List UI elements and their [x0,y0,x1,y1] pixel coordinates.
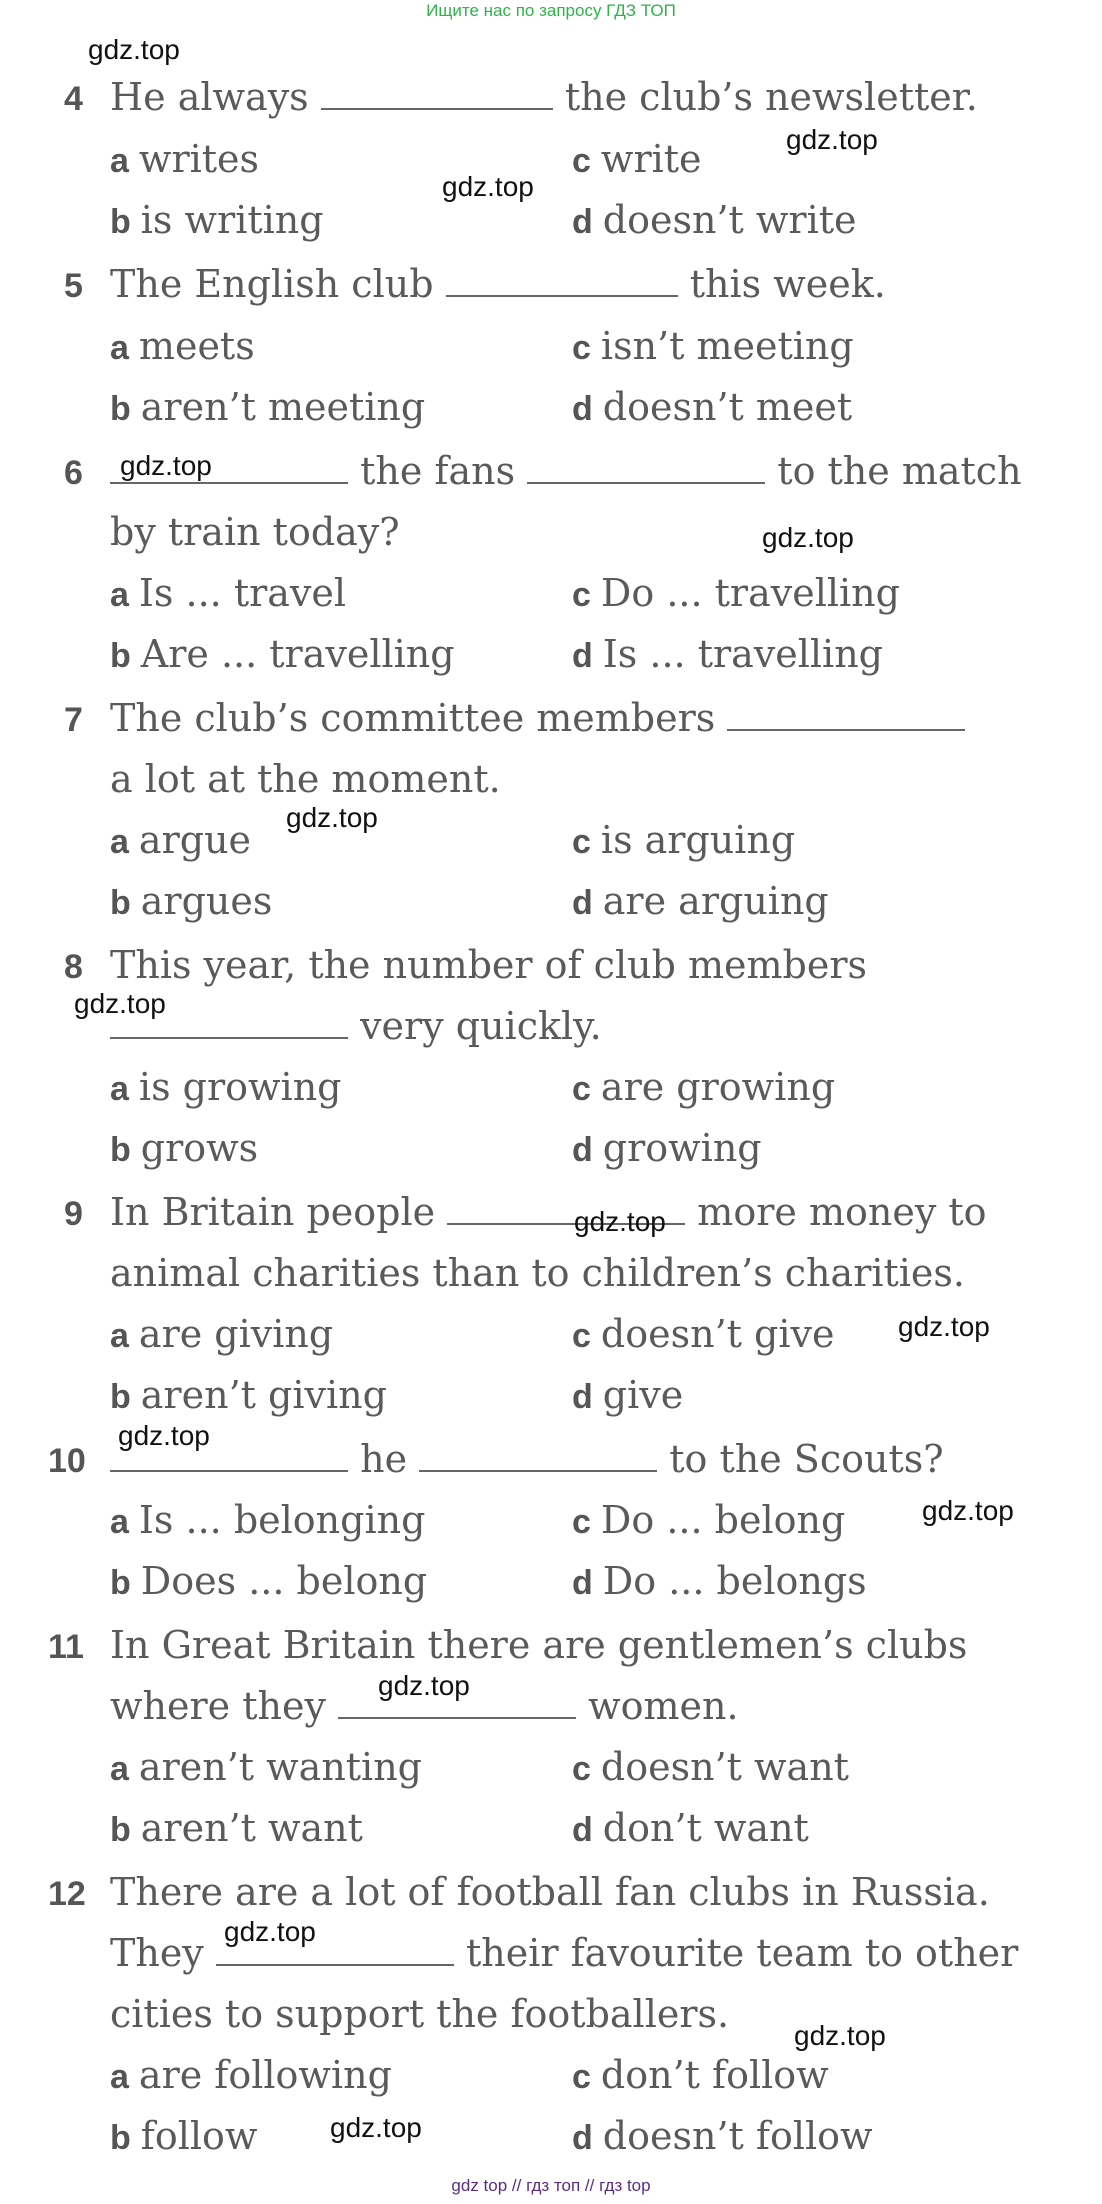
option-label: give [602,1373,684,1417]
search-banner[interactable]: Ищите нас по запросу ГДЗ ТОП [426,1,676,20]
option-label: writes [138,137,260,181]
question-text-part: their favourite team to other [465,1931,1019,1975]
option-label: is growing [138,1065,342,1109]
option-label: Do ... travelling [600,571,900,615]
option-label: doesn’t meet [602,385,853,429]
watermark: gdz.top [74,988,166,1019]
question-text-part: The English club [110,262,434,306]
question-text-part: They [110,1931,204,1975]
option-c[interactable]: c is arguing [572,818,796,862]
watermark: gdz.top [120,450,212,481]
option-label: write [600,137,702,181]
watermark: gdz.top [224,1916,316,1947]
option-c[interactable]: c doesn’t want [572,1745,849,1789]
option-b[interactable]: b is writing [110,198,324,242]
option-label: isn’t meeting [600,324,854,368]
question-text: In Great Britain there are gentlemen’s clubs [110,1623,968,1667]
option-c[interactable]: c Do ... belong [572,1498,846,1542]
option-label: Is ... belonging [138,1498,426,1542]
question-text-part: the club’s newsletter. [564,75,978,119]
watermark: gdz.top [88,34,180,65]
answer-blank [216,1964,454,1966]
option-d[interactable]: d doesn’t write [572,198,857,242]
question-text-part: women. [588,1684,739,1728]
question-text [110,262,886,306]
question-text: This year, the number of club members [110,943,868,987]
question-text [110,75,978,119]
question-text-line2: animal charities than to children’s charities. [110,1251,965,1295]
question-text-line2: a lot at the moment. [110,757,501,801]
question-text [110,1437,944,1481]
option-d[interactable]: d doesn’t meet [572,385,853,429]
question-text-part: The club’s committee members [110,696,716,740]
question-number: 7 [64,701,83,739]
option-b[interactable]: b aren’t meeting [110,385,426,429]
option-a[interactable]: a are following [110,2053,392,2097]
option-label: Is ... travel [138,571,347,615]
watermark: gdz.top [286,802,378,833]
option-b[interactable]: b Does ... belong [110,1559,428,1603]
question-number: 4 [64,80,83,118]
watermark: gdz.top [574,1206,666,1237]
option-d[interactable]: d give [572,1373,684,1417]
option-b[interactable]: b argues [110,879,273,923]
option-c[interactable]: c doesn’t give [572,1312,835,1356]
question-text [110,449,1022,493]
watermark: gdz.top [786,124,878,155]
option-a[interactable]: a is growing [110,1065,342,1109]
question-text-part: to the match [777,449,1022,493]
watermark: gdz.top [794,2020,886,2051]
watermark: gdz.top [378,1670,470,1701]
option-d[interactable]: d Is ... travelling [572,632,883,676]
question-text-line3: cities to support the footballers. [110,1992,730,2036]
option-label: doesn’t want [600,1745,849,1789]
question-text-part: He always [110,75,309,119]
option-label: Is ... travelling [602,632,883,676]
question-text-part: where they [110,1684,326,1728]
question-text [110,696,965,740]
question-number: 8 [64,948,83,986]
answer-blank [338,1717,576,1719]
option-label: doesn’t follow [602,2114,873,2158]
watermark: gdz.top [442,171,534,202]
option-c[interactable]: c isn’t meeting [572,324,854,368]
question-text-line2 [110,1004,602,1048]
option-c[interactable]: c write [572,137,702,181]
option-a[interactable]: a Is ... belonging [110,1498,426,1542]
answer-blank [527,482,765,484]
option-label: is arguing [600,818,796,862]
option-label: don’t want [602,1806,809,1850]
question-number: 5 [64,267,83,305]
option-label: aren’t wanting [138,1745,423,1789]
option-label: argue [138,818,252,862]
option-label: aren’t want [140,1806,363,1850]
question-number: 11 [48,1628,84,1666]
option-label: aren’t meeting [140,385,426,429]
watermark: gdz.top [922,1495,1014,1526]
question-text: There are a lot of football fan clubs in Russia. [110,1870,990,1914]
option-d[interactable]: d are arguing [572,879,829,923]
question-text-line2: by train today? [110,510,400,554]
option-label: growing [602,1126,762,1170]
watermark: gdz.top [118,1420,210,1451]
option-label: are giving [138,1312,334,1356]
option-label: doesn’t give [600,1312,835,1356]
option-label: Do ... belong [600,1498,846,1542]
question-number: 10 [48,1442,86,1480]
question-number: 9 [64,1195,83,1233]
option-label: Are ... travelling [140,632,455,676]
question-text-part: to the Scouts? [669,1437,944,1481]
answer-blank [727,729,965,731]
option-a[interactable]: a writes [110,137,260,181]
option-a[interactable]: a Is ... travel [110,571,347,615]
option-a[interactable]: a aren’t wanting [110,1745,423,1789]
question-text-part: this week. [689,262,886,306]
option-label: don’t follow [600,2053,829,2097]
question-text-part: he [360,1437,408,1481]
option-c[interactable]: c don’t follow [572,2053,829,2097]
option-d[interactable]: d Do ... belongs [572,1559,867,1603]
option-label: doesn’t write [602,198,857,242]
answer-blank [110,1037,348,1039]
option-b[interactable]: b follow [110,2114,258,2158]
question-text-part: more money to [697,1190,987,1234]
question-text [110,1190,987,1234]
option-label: Does ... belong [140,1559,428,1603]
option-label: Do ... belongs [602,1559,867,1603]
option-a[interactable]: a are giving [110,1312,334,1356]
answer-blank [110,482,348,484]
option-label: argues [140,879,273,923]
option-label: meets [138,324,255,368]
watermark: gdz.top [762,522,854,553]
option-d[interactable]: d growing [572,1126,762,1170]
option-b[interactable]: b Are ... travelling [110,632,455,676]
option-label: are arguing [602,879,829,923]
question-text-part: In Britain people [110,1190,436,1234]
answer-blank [419,1470,657,1472]
option-b[interactable]: b aren’t giving [110,1373,387,1417]
watermark: gdz.top [330,2112,422,2143]
option-label: aren’t giving [140,1373,387,1417]
question-number: 12 [48,1875,86,1913]
option-b[interactable]: b aren’t want [110,1806,363,1850]
option-label: are following [138,2053,392,2097]
option-c[interactable]: c are growing [572,1065,836,1109]
question-number: 6 [64,454,83,492]
option-b[interactable]: b grows [110,1126,259,1170]
answer-blank [321,108,553,110]
option-label: grows [140,1126,259,1170]
option-a[interactable]: a argue [110,818,252,862]
option-label: are growing [600,1065,836,1109]
option-d[interactable]: d doesn’t follow [572,2114,873,2158]
answer-blank [446,295,678,297]
option-label: is writing [140,198,324,242]
option-c[interactable]: c Do ... travelling [572,571,900,615]
question-text-part: very quickly. [360,1004,602,1048]
answer-blank [110,1470,348,1472]
watermark: gdz.top [898,1311,990,1342]
question-text-part: the fans [360,449,516,493]
option-d[interactable]: d don’t want [572,1806,809,1850]
option-a[interactable]: a meets [110,324,255,368]
footer-links[interactable]: gdz top // гдз топ // гдз top [451,2176,651,2195]
option-label: follow [140,2114,258,2158]
